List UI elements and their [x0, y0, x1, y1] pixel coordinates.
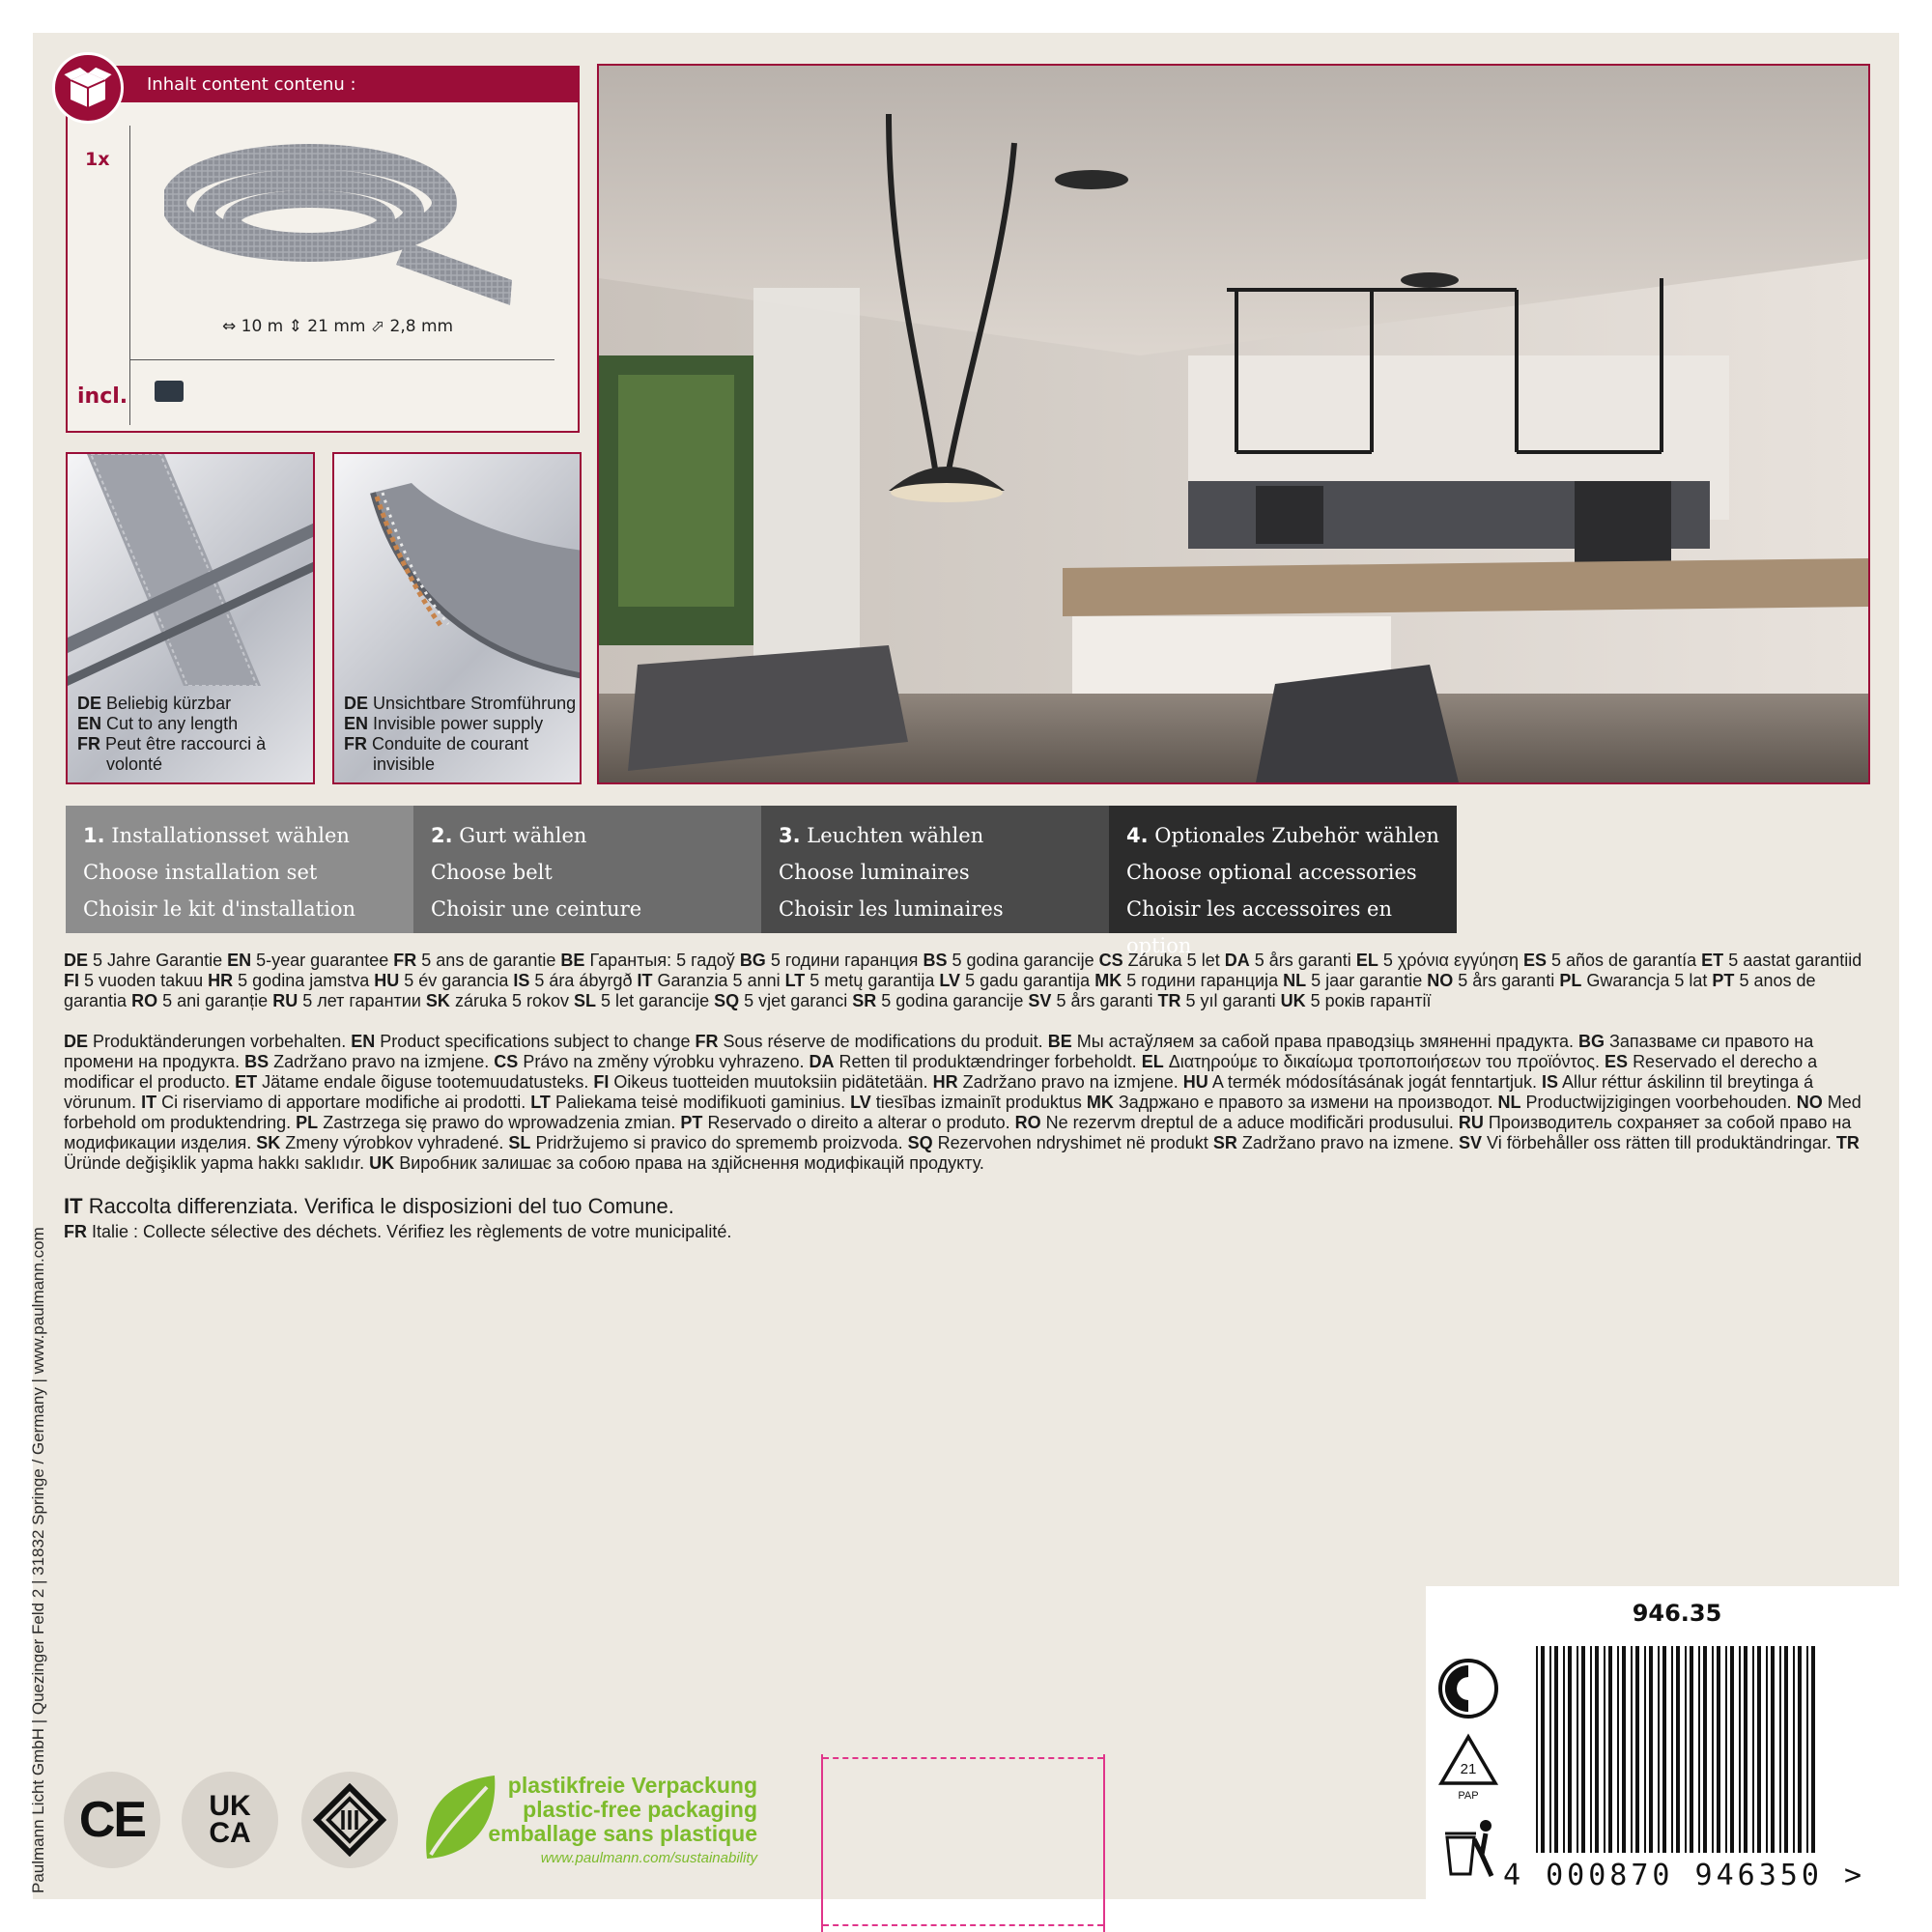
language-code: HR: [208, 971, 234, 990]
language-code: BE: [1047, 1032, 1072, 1051]
language-code: ET: [1701, 951, 1724, 970]
language-text: 5 лет гарантии: [302, 991, 421, 1010]
tape-roll-icon: [164, 133, 531, 317]
ce-mark-icon: CE: [64, 1772, 160, 1868]
ean-number: 4 000870 946350 >: [1503, 1859, 1866, 1892]
language-text: Виробник залишає за собою права на здійснення модифікацій продукту.: [399, 1153, 984, 1173]
language-text: Oikeus tuotteiden muutoksiin pidätetään.: [613, 1072, 928, 1092]
protection-class-3-icon: [301, 1772, 398, 1868]
language-text: záruka 5 rokov: [454, 991, 569, 1010]
language-text: Záruka 5 let: [1127, 951, 1220, 970]
recycling-france-text: FR Italie : Collecte sélective des déchets. Vérifiez les règlements de votre municipalité.: [64, 1222, 732, 1241]
language-code: SV: [1459, 1133, 1483, 1152]
waste-bin-person-icon: [1437, 1816, 1499, 1880]
feature-text: DE Unsichtbare Stromführung EN Invisible power supply FR Conduite de courant invisible: [344, 694, 577, 774]
ukca-mark-icon: UK CA: [182, 1772, 278, 1868]
barcode-panel: [1426, 1586, 1899, 1899]
language-text: Zmeny výrobkov vyhradené.: [285, 1133, 504, 1152]
language-text: 5 vuoden takuu: [84, 971, 204, 990]
language-text: 5 godina garancije: [952, 951, 1094, 970]
company-address: Paulmann Licht GmbH | Quezinger Feld 2 | 31832 Springe / Germany | www.paulmann.com: [29, 1227, 47, 1893]
language-text: Product specifications subject to change: [380, 1032, 691, 1051]
recycling-pap-icon: [1437, 1733, 1499, 1803]
language-code: RU: [1458, 1113, 1484, 1132]
language-code: IS: [513, 971, 530, 990]
language-text: 5 yıl garanti: [1185, 991, 1276, 1010]
plastic-free-label: plastikfreie Verpackung plastic-free packaging emballage sans plastique www.paulmann.com/sustainability: [488, 1773, 757, 1866]
language-code: DA: [1224, 951, 1250, 970]
language-text: 5 jaar garantie: [1311, 971, 1423, 990]
language-code: LT: [530, 1093, 551, 1112]
language-text: Запазваме си правото на промени на продукта.: [64, 1032, 1814, 1071]
language-code: SR: [852, 991, 877, 1010]
contents-box: [66, 66, 580, 433]
step-3: 3. Leuchten wählen Choose luminaires Choisir les luminaires: [761, 806, 1109, 933]
language-text: 5 ára ábyrgð: [534, 971, 633, 990]
language-text: Právo na změny výrobku vyhrazeno.: [523, 1052, 805, 1071]
language-text: 5 godina jamstva: [238, 971, 370, 990]
language-text: 5 aastat garantiid: [1728, 951, 1862, 970]
kitchen-scene-illustration: [599, 66, 1868, 782]
language-text: Мы астаўляем за сабой права праводзіць змяненні прадукта.: [1076, 1032, 1574, 1051]
language-text: 5 години гаранция: [770, 951, 919, 970]
language-text: Allur réttur áskilinn til breytinga á vörunum.: [64, 1072, 1814, 1112]
language-code: PL: [1559, 971, 1582, 990]
language-text: 5 χρόνια εγγύηση: [1382, 951, 1519, 970]
language-code: LT: [784, 971, 806, 990]
ean-barcode-icon: [1532, 1646, 1822, 1853]
quantity-label: 1x: [85, 149, 110, 170]
feature-invisible-power: [332, 452, 582, 784]
recycle-label: PAP: [1458, 1790, 1479, 1802]
language-text: 5 vjet garanci: [744, 991, 848, 1010]
language-text: Διατηρούμε το δικαίωμα τροποποιήσεων του προϊόντος.: [1168, 1052, 1601, 1071]
language-code: BE: [560, 951, 585, 970]
feature-text: DE Beliebig kürzbar EN Cut to any length FR Peut être raccourci à volonté: [77, 694, 267, 774]
guarantee-text: [64, 951, 1870, 1011]
language-text: Производитель сохраняет за собой право на модификации изделия.: [64, 1113, 1852, 1152]
package-box-icon: [52, 52, 124, 124]
recycling-italy-text: IT Raccolta differenziata. Verifica le disposizioni del tuo Comune.: [64, 1194, 674, 1218]
language-code: BG: [1577, 1032, 1605, 1051]
language-code: IS: [1542, 1072, 1559, 1092]
language-text: Гарантыя: 5 гадоў: [589, 951, 735, 970]
language-code: TR: [1157, 991, 1181, 1010]
dimensions-label: ⇔ 10 m ⇕ 21 mm ⬀ 2,8 mm: [222, 317, 454, 336]
language-code: FI: [64, 971, 79, 990]
language-code: HR: [932, 1072, 958, 1092]
language-code: LV: [850, 1093, 871, 1112]
green-dot-icon: [1437, 1658, 1499, 1719]
language-code: PT: [680, 1113, 703, 1132]
language-text: 5 ans de garantie: [421, 951, 556, 970]
language-code: MK: [1094, 971, 1122, 990]
language-code: EN: [351, 1032, 376, 1051]
scissors-cutting-tape-icon: [68, 454, 315, 686]
language-text: 5-year guarantee: [256, 951, 389, 970]
language-code: BS: [244, 1052, 270, 1071]
language-code: BS: [923, 951, 948, 970]
language-code: EN: [227, 951, 252, 970]
language-code: ES: [1522, 951, 1547, 970]
language-code: EL: [1355, 951, 1378, 970]
language-text: 5 anos de garantia: [64, 971, 1816, 1010]
language-code: BG: [739, 951, 766, 970]
language-code: NO: [1796, 1093, 1823, 1112]
recycle-code: 21: [1460, 1761, 1477, 1777]
language-text: 5 let garancije: [601, 991, 710, 1010]
contents-header: [68, 68, 578, 102]
language-code: HU: [1182, 1072, 1208, 1092]
language-text: Zadržano pravo na izmjene.: [273, 1052, 490, 1071]
language-text: Zastrzega się prawo do wprowadzenia zmian.: [323, 1113, 676, 1132]
language-code: FI: [593, 1072, 610, 1092]
language-code: DA: [809, 1052, 835, 1071]
language-code: SK: [425, 991, 450, 1010]
language-text: Üründe değişiklik yapma hakkı saklıdır.: [64, 1153, 365, 1173]
language-code: DE: [64, 1032, 89, 1051]
language-text: Ci riserviamo di apportare modifiche ai prodotti.: [161, 1093, 526, 1112]
language-text: 5 ani garanție: [162, 991, 269, 1010]
article-number: 946.35: [1632, 1600, 1722, 1627]
language-code: SV: [1028, 991, 1052, 1010]
language-text: 5 godina garancije: [881, 991, 1024, 1010]
language-text: Ne rezervm dreptul de a aduce modificări produsului.: [1045, 1113, 1454, 1132]
language-code: ES: [1605, 1052, 1629, 1071]
language-code: ET: [235, 1072, 258, 1092]
language-text: Retten til produktændringer forbeholdt.: [838, 1052, 1137, 1071]
die-cut-tab: [821, 1754, 1105, 1932]
language-text: 5 års garanti: [1254, 951, 1351, 970]
language-code: RU: [272, 991, 298, 1010]
language-text: Vi förbehåller oss rätten till produktändringar.: [1487, 1133, 1832, 1152]
language-code: SQ: [907, 1133, 933, 1152]
feature-cut-to-length: [66, 452, 315, 784]
step-2: 2. Gurt wählen Choose belt Choisir une ceinture: [413, 806, 761, 933]
installation-steps: [66, 806, 1457, 957]
language-code: IT: [637, 971, 653, 990]
language-code: DE: [64, 951, 89, 970]
language-code: IT: [141, 1093, 157, 1112]
language-code: CS: [1098, 951, 1123, 970]
language-code: EL: [1141, 1052, 1164, 1071]
language-code: MK: [1086, 1093, 1114, 1112]
language-code: HU: [374, 971, 400, 990]
language-text: Rezervohen ndryshimet në produkt: [937, 1133, 1208, 1152]
language-code: NO: [1427, 971, 1454, 990]
language-text: Pridržujemo si pravico do sprememb proizvoda.: [535, 1133, 903, 1152]
language-text: Productwijzigingen voorbehouden.: [1525, 1093, 1792, 1112]
included-label: incl.: [77, 384, 128, 409]
language-text: 5 години гаранција: [1126, 971, 1279, 990]
language-text: Reservado o direito a alterar o produto.: [707, 1113, 1010, 1132]
language-code: RO: [131, 991, 158, 1010]
language-code: SK: [256, 1133, 281, 1152]
language-text: 5 Jahre Garantie: [93, 951, 223, 970]
language-text: Gwarancja 5 lat: [1586, 971, 1708, 990]
language-code: UK: [1280, 991, 1306, 1010]
language-text: Paliekama teisė modifikuoti gaminius.: [554, 1093, 846, 1112]
language-code: SQ: [714, 991, 740, 1010]
language-code: SR: [1212, 1133, 1237, 1152]
language-text: Med forbehold om produktendring.: [64, 1093, 1861, 1132]
language-text: Sous réserve de modifications du produit.: [723, 1032, 1043, 1051]
language-code: FR: [393, 951, 417, 970]
language-code: PT: [1712, 971, 1735, 990]
connector-piece-icon: [155, 381, 184, 402]
language-text: Reservado el derecho a modificar el producto.: [64, 1052, 1818, 1092]
tape-cross-section-icon: [334, 454, 582, 705]
language-code: CS: [494, 1052, 519, 1071]
language-text: 5 gadu garantija: [965, 971, 1091, 990]
language-code: RO: [1014, 1113, 1041, 1132]
contents-header-label: Inhalt content contenu :: [147, 74, 356, 95]
divider-vertical: [129, 126, 130, 425]
language-text: A termék módosításának jogát fenntartjuk.: [1211, 1072, 1537, 1092]
step-1: 1. Installationsset wählen Choose installation set Choisir le kit d'installation: [66, 806, 413, 933]
language-text: tiesības izmainīt produktus: [875, 1093, 1082, 1112]
language-code: UK: [369, 1153, 395, 1173]
language-code: NL: [1283, 971, 1307, 990]
language-code: PL: [296, 1113, 319, 1132]
language-text: Jätame endale õiguse tootemuudatusteks.: [262, 1072, 589, 1092]
step-4: 4. Optionales Zubehör wählen Choose optional accessories Choisir les accessoires en option: [1109, 806, 1457, 933]
product-changes-text: [64, 1032, 1870, 1174]
language-text: 5 metų garantija: [810, 971, 935, 990]
divider-horizontal: [129, 359, 554, 360]
language-text: Zadržano pravo na izmene.: [1241, 1133, 1454, 1152]
language-text: 5 års garanti: [1458, 971, 1555, 990]
language-code: LV: [939, 971, 961, 990]
language-code: SL: [574, 991, 597, 1010]
language-text: Produktänderungen vorbehalten.: [93, 1032, 347, 1051]
language-text: Garanzia 5 anni: [657, 971, 781, 990]
language-code: FR: [695, 1032, 719, 1051]
language-text: 5 años de garantía: [1551, 951, 1697, 970]
language-code: SL: [508, 1133, 531, 1152]
language-code: TR: [1835, 1133, 1860, 1152]
kitchen-living-photo: [597, 64, 1870, 784]
language-code: NL: [1497, 1093, 1521, 1112]
language-text: 5 év garancia: [404, 971, 509, 990]
language-text: Zadržano pravo na izmjene.: [962, 1072, 1179, 1092]
language-text: 5 років гарантії: [1310, 991, 1432, 1010]
language-text: 5 års garanti: [1056, 991, 1153, 1010]
language-text: Задржано е правото за измени на производот.: [1118, 1093, 1493, 1112]
